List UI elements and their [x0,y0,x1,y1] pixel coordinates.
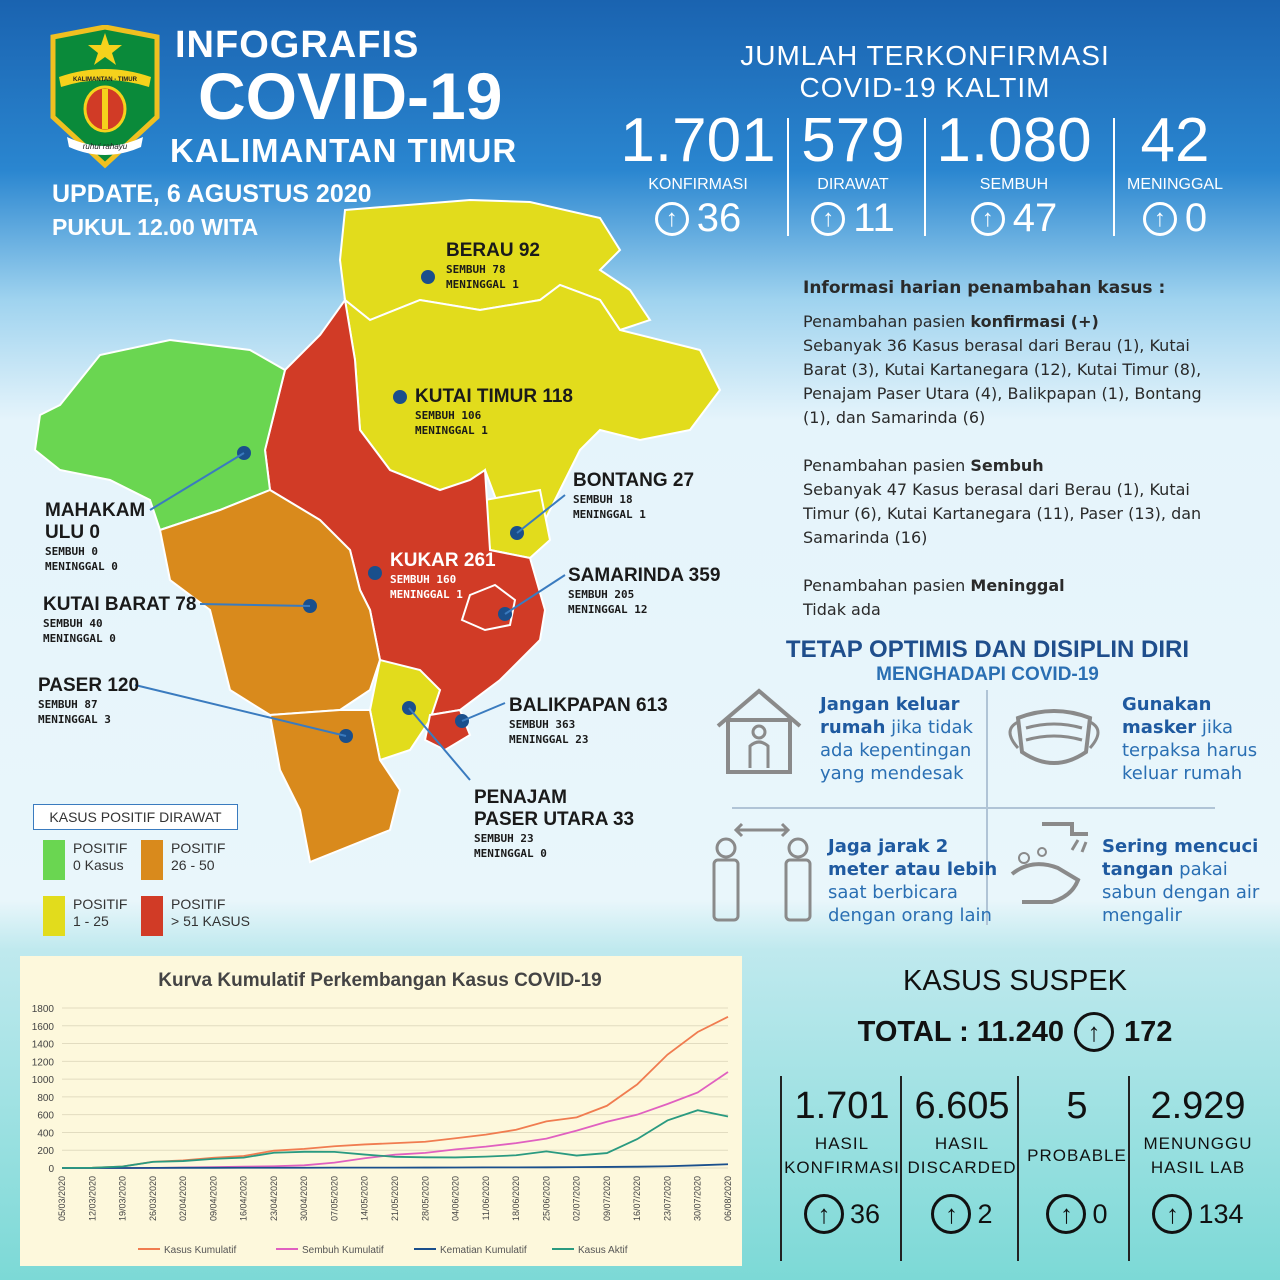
y-tick-label: 1800 [31,1004,54,1015]
x-tick-label: 11/06/2020 [480,1176,491,1221]
confirmed-title: JUMLAH TERKONFIRMASI COVID-19 KALTIM [740,40,1110,103]
divider [1128,1076,1130,1261]
region-label-kutai-timur: KUTAI TIMUR 118 SEMBUH 106 MENINGGAL 1 [415,386,574,437]
info-meninggal: Penambahan pasien Meninggal Tidak ada [803,576,1065,619]
legend-item: POSITIF 26 - 50 [141,840,225,880]
x-tick-label: 21/05/2020 [390,1176,400,1222]
arrow-up-icon: ↑ [1074,1012,1114,1052]
x-tick-label: 06/08/2020 [723,1176,733,1222]
x-tick-label: 02/04/2020 [178,1176,189,1222]
divider [732,807,1215,809]
chart-svg [20,956,742,1266]
x-tick-label: 09/07/2020 [601,1176,612,1222]
x-tick-label: 14/05/2020 [359,1176,370,1222]
x-tick-label: 16/04/2020 [238,1176,249,1222]
y-tick-label: 800 [37,1092,54,1104]
legend-item: POSITIF > 51 KASUS [141,896,250,936]
info-sembuh: Penambahan pasien Sembuh Sebanyak 47 Kasus berasal dari Berau (1), Kutai Timur (6), Kutai Kartanegara (11), Paser (13), dan Samarinda (16) [803,456,1202,547]
suspek-probable: 5 PROBABLE ↑ 0 [1017,1085,1137,1234]
arrow-up-icon: ↑ [1152,1194,1192,1234]
series-line [62,1017,728,1168]
stat-sembuh: 1.080 SEMBUH ↑ 47 [936,106,1092,240]
update-date: UPDATE, 6 AGUSTUS 2020 [52,180,372,208]
x-tick-label: 02/07/2020 [571,1176,582,1222]
x-tick-label: 23/07/2020 [662,1176,673,1222]
arrow-up-icon: ↑ [804,1194,844,1234]
y-tick-label: 1200 [31,1057,54,1069]
handwash-icon [1002,818,1094,910]
x-tick-label: 07/05/2020 [329,1176,340,1222]
svg-text:ruhui rahayu: ruhui rahayu [82,142,128,151]
arrow-up-icon: ↑ [1143,202,1177,236]
suspek-total: TOTAL : 11.240 ↑ 172 [760,1012,1270,1052]
arrow-up-icon: ↑ [931,1194,971,1234]
x-tick-label: 18/06/2020 [511,1176,522,1222]
y-tick-label: 1000 [31,1075,54,1087]
region-label-ppu: PENAJAM PASER UTARA 33 SEMBUH 23 MENINGGAL 0 [474,787,635,860]
header-line1: INFOGRAFIS [175,24,420,66]
y-tick-label: 200 [37,1146,54,1158]
svg-text:KALIMANTAN - TIMUR: KALIMANTAN - TIMUR [73,77,137,83]
region-label-paser: PASER 120 SEMBUH 87 MENINGGAL 3 [38,675,140,726]
header-title: COVID-19 [198,59,503,133]
suspek-konfirmasi: 1.701 HASIL KONFIRMASI ↑ 36 [782,1085,902,1234]
legend-label: Kasus Aktif [578,1245,628,1256]
y-tick-label: 600 [37,1110,54,1122]
suspek-menunggu: 2.929 MENUNGGU HASIL LAB ↑ 134 [1138,1085,1258,1234]
legend-label: Kasus Kumulatif [164,1245,237,1256]
x-tick-label: 26/03/2020 [147,1176,158,1222]
suspek-discarded: 6.605 HASIL DISCARDED ↑ 2 [902,1085,1022,1234]
divider [1113,118,1115,236]
x-tick-label: 23/04/2020 [268,1176,279,1222]
tip-distance: Jaga jarak 2 meter atau lebih saat berbicara dengan orang lain [828,836,998,926]
x-tick-label: 28/05/2020 [420,1176,431,1222]
suspek-title: KASUS SUSPEK [902,965,1128,997]
region-label-bontang: BONTANG 27 SEMBUH 18 MENINGGAL 1 [573,470,695,521]
info-konfirmasi: Penambahan pasien konfirmasi (+) Sebanyak 36 Kasus berasal dari Berau (1), Kutai Barat (3), Kutai Kartanegara (12), Kutai Timur (8), Penajam Paser Utara (4), Balikpapan (1), Bontang (1), dan Samarinda (6) [803,312,1202,427]
info-title: Informasi harian penambahan kasus : [803,278,1166,298]
y-tick-label: 1600 [31,1021,54,1033]
x-tick-label: 04/06/2020 [450,1176,461,1222]
header-line3: KALIMANTAN TIMUR [170,132,518,169]
region-label-berau: BERAU 92 SEMBUH 78 MENINGGAL 1 [446,240,540,291]
chart-title: Kurva Kumulatif Perkembangan Kasus COVID-19 [158,970,602,991]
region-bontang [485,490,550,558]
arrow-up-icon: ↑ [655,202,689,236]
region-label-kukar: KUKAR 261 SEMBUH 160 MENINGGAL 1 [390,550,496,601]
x-tick-label: 30/04/2020 [299,1176,310,1222]
region-label-balikpapan: BALIKPAPAN 613 SEMBUH 363 MENINGGAL 23 [509,695,668,746]
region-label-mahakam-ulu: MAHAKAM ULU 0 SEMBUH 0 MENINGGAL 0 [45,500,146,573]
arrow-up-icon: ↑ [811,202,845,236]
x-tick-label: 30/07/2020 [692,1176,703,1222]
arrow-up-icon: ↑ [1046,1194,1086,1234]
series-line [62,1072,728,1168]
region-label-samarinda: SAMARINDA 359 SEMBUH 205 MENINGGAL 12 [568,565,721,616]
legend-label: Sembuh Kumulatif [302,1245,384,1256]
stat-dirawat: 579 DIRAWAT ↑ 11 [801,106,905,240]
divider [924,118,926,236]
region-label-kutai-barat: KUTAI BARAT 78 SEMBUH 40 MENINGGAL 0 [43,594,197,645]
legend-item: POSITIF 1 - 25 [43,896,127,936]
y-tick-label: 0 [48,1164,54,1175]
legend-label: Kematian Kumulatif [440,1245,527,1256]
tip-stay-home: Jangan keluar rumah jika tidak ada kepentingan yang mendesak [820,694,973,784]
update-time: PUKUL 12.00 WITA [52,214,259,240]
x-tick-label: 25/06/2020 [541,1176,552,1222]
x-tick-label: 12/03/2020 [87,1176,98,1222]
legend-title: KASUS POSITIF DIRAWAT [33,804,238,830]
stat-konfirmasi: 1.701 KONFIRMASI ↑ 36 [620,106,776,240]
divider [787,118,789,236]
series-line [62,1110,728,1168]
tip-handwash: Sering mencuci tangan pakai sabun dengan air mengalir [1102,836,1260,926]
distance-icon [706,820,818,925]
kaltim-logo [45,25,165,173]
cumulative-chart [20,956,742,1266]
x-tick-label: 16/07/2020 [632,1176,643,1222]
optimis-subtitle: MENGHADAPI COVID-19 [876,664,1099,685]
house-icon [712,686,807,778]
y-tick-label: 1400 [31,1039,54,1051]
x-tick-label: 05/03/2020 [57,1176,67,1222]
mask-icon [1000,700,1108,775]
x-tick-label: 09/04/2020 [208,1176,219,1222]
series-line [62,1164,728,1168]
x-tick-label: 19/03/2020 [117,1176,128,1222]
legend-item: POSITIF 0 Kasus [43,840,127,880]
stat-meninggal: 42 MENINGGAL ↑ 0 [1126,106,1223,240]
arrow-up-icon: ↑ [971,202,1005,236]
optimis-title: TETAP OPTIMIS DAN DISIPLIN DIRI [785,636,1190,663]
tip-mask: Gunakan masker jika terpaksa harus keluar rumah [1122,694,1258,784]
y-tick-label: 400 [37,1128,54,1140]
